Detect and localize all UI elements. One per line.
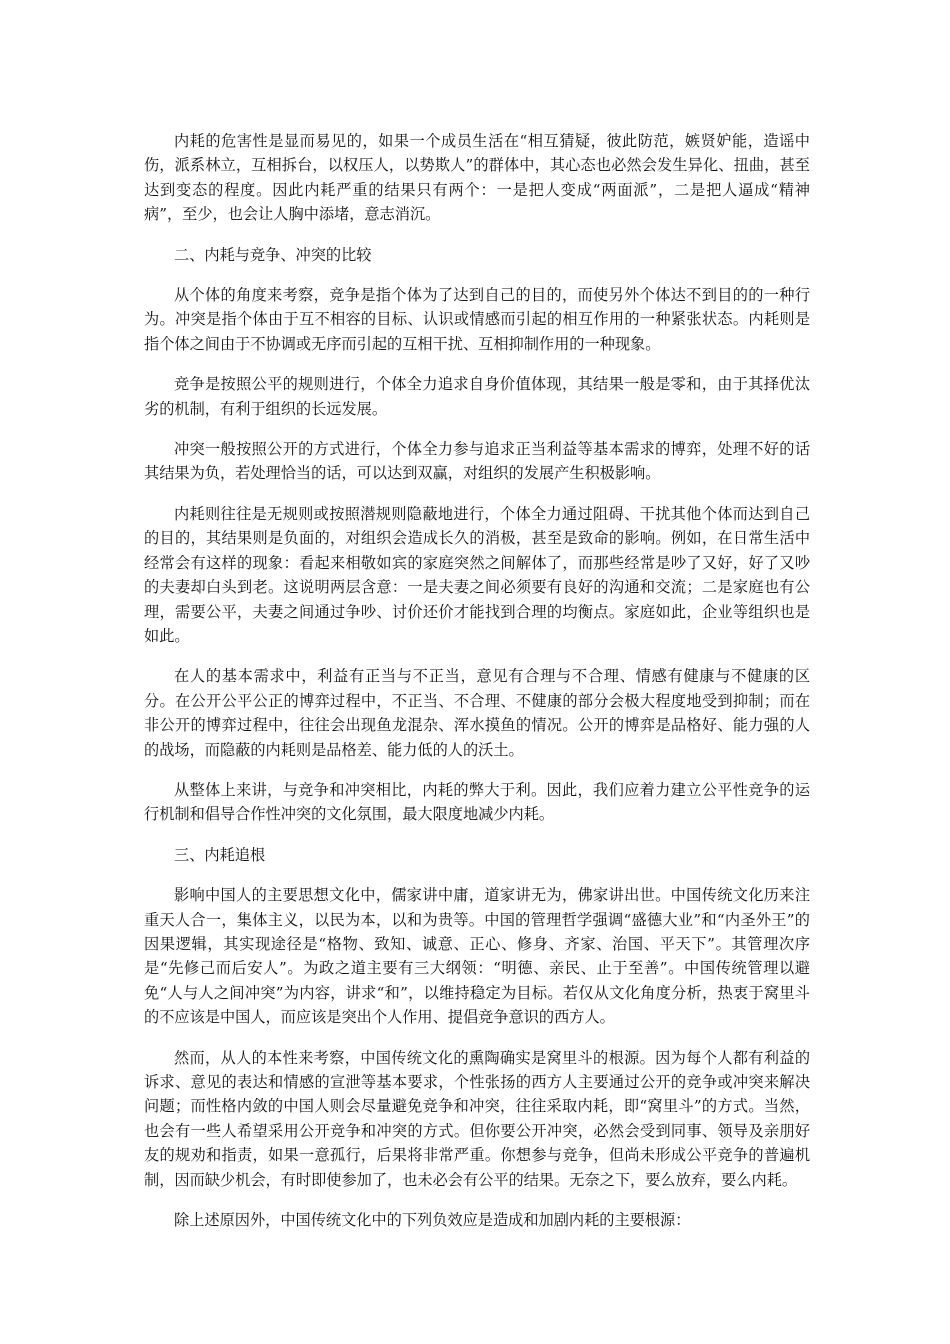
paragraph-definitions: 从个体的角度来考察，竞争是指个体为了达到自己的目的，而使另外个体达不到目的的一种行为。冲突是指个体由于互不相容的目标、认识或情感而引起的相互作用的一种紧张状态。内耗则是指个体之间由于不协调或无序而引起的互相干扰、互相抑制作用的一种现象。 [144,286,810,353]
paragraph-chinese-culture: 影响中国人的主要思想文化中，儒家讲中庸，道家讲无为，佛家讲出世。中国传统文化历来注重天人合一，集体主义，以民为本，以和为贵等。中国的管理哲学强调“盛德大业”和“内圣外王”的因果逻辑，其实现途径是“格物、致知、诚意、正心、修身、齐家、治国、平天下”。其管理次序是“先修己而后安人”。为政之道主要有三大纲领：“明德、亲民、止于至善”。中国传统管理以避免“人与人之间冲突”为内容，讲求“和”，以维持稳定为目标。若仅从文化角度分析，热衷于窝里斗的不应该是中国人，而应该是突出个人作用、提倡竞争意识的西方人。 [144,886,810,1027]
paragraph-conflict: 冲突一般按照公开的方式进行，个体全力参与追求正当利益等基本需求的博弈，处理不好的话其结果为负，若处理恰当的话，可以达到双赢，对组织的发展产生积极影响。 [144,440,810,483]
paragraph-human-nature: 然而，从人的本性来考察，中国传统文化的熏陶确实是窝里斗的根源。因为每个人都有利益的诉求、意见的表达和情感的宣泄等基本要求，个性张扬的西方人主要通过公开的竞争或冲突来解决问题；而性格内敛的中国人则会尽量避免竞争和冲突，往往采取内耗，即“窝里斗”的方式。当然，也会有一些人希望采用公开竞争和冲突的方式。但你要公开冲突，必然会受到同事、领导及亲朋好友的规劝和指责，如果一意孤行，后果将非常严重。你想参与竞争，但尚未形成公平竞争的普遍机制，因而缺少机会，有时即使参加了，也未必会有公平的结果。无奈之下，要么放弃，要么内耗。 [144,1048,810,1189]
section-heading-comparison: 二、内耗与竞争、冲突的比较 [174,245,372,264]
paragraph-competition: 竞争是按照公平的规则进行，个体全力追求自身价值体现，其结果一般是零和，由于其择优汰劣的机制，有利于组织的长远发展。 [144,375,810,418]
paragraph-overall-conclusion: 从整体上来讲，与竞争和冲突相比，内耗的弊大于利。因此，我们应着力建立公平性竞争的运行机制和倡导合作性冲突的文化氛围，最大限度地减少内耗。 [144,780,810,824]
paragraph-basic-needs: 在人的基本需求中，利益有正当与不正当，意见有合理与不合理、情感有健康与不健康的区分。在公开公平公正的博弈过程中，不正当、不合理、不健康的部分会极大程度地受到抑制；而在非公开的博弈过程中，往往会出现鱼龙混杂、浑水摸鱼的情况。公开的博弈是品格好、能力强的人的战场，而隐蔽的内耗则是品格差、能力低的人的沃土。 [144,667,810,759]
paragraph-harm-of-internal-friction: 内耗的危害性是显而易见的，如果一个成员生活在“相互猜疑，彼此防范，嫉贤妒能，造谣中伤，派系林立，互相拆台，以权压人，以势欺人”的群体中，其心态也必然会发生异化、扭曲，甚至达到变态的程度。因此内耗严重的结果只有两个：一是把人变成“两面派”，二是把人逼成“精神病”，至少，也会让人胸中添堵，意志消沉。 [144,132,810,224]
section-heading-root-causes: 三、内耗追根 [174,845,266,864]
paragraph-internal-friction: 内耗则往往是无规则或按照潜规则隐蔽地进行，个体全力通过阻碍、干扰其他个体而达到自己的目的，其结果则是负面的，对组织会造成长久的消极，甚至是致命的影响。例如，在日常生活中经常会有这样的现象：看起来相敬如宾的家庭突然之间解体了，而那些经常是吵了又好，好了又吵的夫妻却白头到老。这说明两层含意：一是夫妻之间必须要有良好的沟通和交流；二是家庭也有公理，需要公平，夫妻之间通过争吵、讨价还价才能找到合理的均衡点。家庭如此，企业等组织也是如此。 [144,504,810,645]
paragraph-negative-effects-intro: 除上述原因外，中国传统文化中的下列负效应是造成和加剧内耗的主要根源： [174,1211,691,1230]
